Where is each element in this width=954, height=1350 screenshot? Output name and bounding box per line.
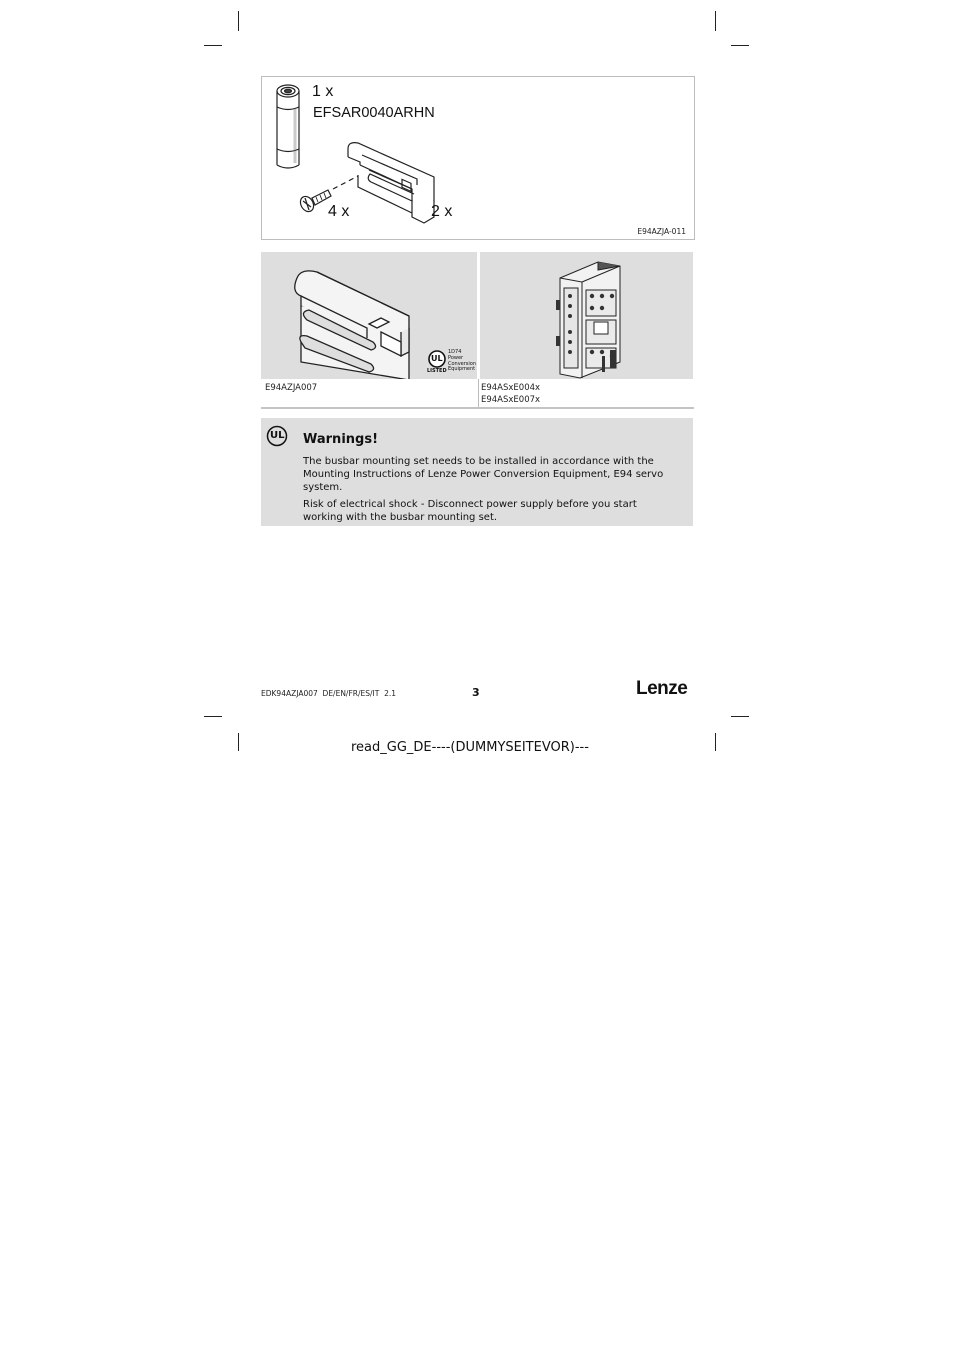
- bracket-figure-panel: [261, 252, 477, 379]
- fuse-quantity-label: 1 x: [312, 83, 334, 100]
- right-figure-caption-2: E94ASxE007x: [481, 395, 541, 405]
- left-figure-caption: E94AZJA007: [265, 383, 318, 393]
- crop-mark-top-right-h: [731, 45, 749, 46]
- crop-mark-bottom-left-v: [238, 733, 239, 751]
- warning-paragraph-1: The busbar mounting set needs to be installed in accordance with the Mounting Instructions of Lenze Power Conversion Equipment, E94 servo system.: [303, 456, 664, 493]
- figure-id: E94AZJA-011: [637, 227, 686, 236]
- scope-of-delivery-drawing: [262, 77, 694, 239]
- ul-warning-box: [261, 418, 693, 526]
- ul-line-1: Power: [448, 354, 464, 361]
- right-figure-caption-1: E94ASxE004x: [481, 383, 541, 393]
- warning-paragraph-2: Risk of electrical shock - Disconnect power supply before you start working with the busbar mounting set.: [303, 499, 637, 523]
- ul-line-2: Conversion: [448, 360, 477, 367]
- crop-mark-bottom-right-v: [715, 733, 716, 751]
- caption-divider-horizontal: [261, 407, 694, 409]
- ul-warning-icon-text: UL: [270, 430, 285, 441]
- caption-divider-vertical: [478, 379, 479, 407]
- crop-mark-top-right-v: [715, 11, 716, 31]
- document-id: EDK94AZJA007 DE/EN/FR/ES/IT 2.1: [261, 689, 397, 698]
- crop-mark-top-left-h: [204, 45, 222, 46]
- crop-mark-bottom-right-h: [731, 716, 749, 717]
- ul-mark-text: UL: [431, 354, 443, 363]
- screw-quantity-label: 4 x: [328, 203, 350, 220]
- bracket-quantity-label: 2 x: [431, 203, 453, 220]
- ul-code: 1D74: [448, 349, 462, 355]
- servo-drive-figure-panel: [480, 252, 693, 379]
- ul-listing-info: [448, 350, 476, 373]
- page-number: 3: [472, 686, 480, 699]
- fuse-part-number: EFSAR0040ARHN: [313, 105, 435, 121]
- crop-mark-top-left-v: [238, 11, 239, 31]
- warning-title: Warnings!: [303, 432, 378, 447]
- servo-drive-drawing: [480, 252, 693, 379]
- busbar-bracket-illustration: [348, 143, 434, 223]
- crop-mark-bottom-left-h: [204, 716, 222, 717]
- print-line: read_GG_DE----(DUMMYSEITEVOR)---: [351, 740, 589, 755]
- lenze-logo: Lenze: [636, 678, 688, 699]
- ul-listed-text: LISTED: [427, 368, 447, 374]
- scope-of-delivery-figure: [261, 76, 695, 240]
- ul-line-3: Equipment: [448, 366, 476, 373]
- fuse-illustration: [277, 85, 299, 168]
